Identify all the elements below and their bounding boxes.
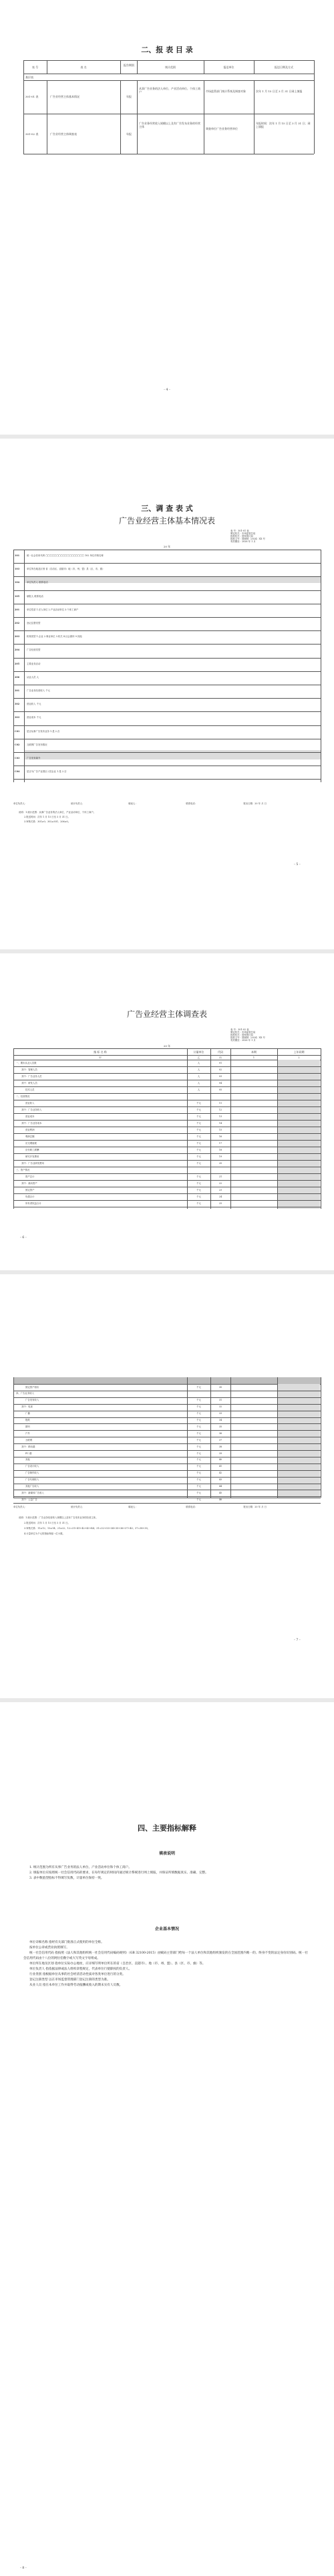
row-code: 101: [15, 554, 20, 557]
col-letter: 2: [298, 1056, 300, 1059]
signature-item: 统计负责人：: [71, 1506, 85, 1508]
row-unit: 人: [197, 1088, 200, 1091]
row-unit: 千元: [196, 1161, 201, 1165]
row-code: 44: [218, 1485, 222, 1488]
row-name: 研究开发费用: [25, 1155, 39, 1158]
row-unit: 千元: [196, 1181, 201, 1185]
page2-info-table: [13, 550, 321, 784]
row-unit: 千元: [196, 1425, 201, 1428]
meta-line: 批准文号：国统制〔2024〕XX 号: [230, 538, 265, 540]
row-code: 36: [218, 1431, 222, 1435]
row-unit: 千元: [196, 1405, 201, 1409]
row-code: 103: [15, 568, 20, 571]
meta-line: 有效期至：2026 年 1 月: [230, 1039, 256, 1042]
header-name: 表 名: [80, 66, 87, 69]
row-code: 41: [218, 1465, 222, 1468]
table-row-line: [13, 1503, 321, 1504]
definition-paragraph: 单位负责人 指依据法律或法人组织章程规定，代表单位行使职权的负责人。: [29, 1968, 132, 1971]
row-unit: 千元: [196, 1465, 201, 1468]
header-code: 表 号: [31, 66, 39, 69]
page5-heading: 四、主要指标解释: [138, 1824, 196, 1833]
col-letter: 乙: [197, 1056, 200, 1059]
row-unit: 千元: [196, 1128, 201, 1131]
row-text: 单位负责人 联系电话: [27, 581, 48, 584]
page5-sub1: 填表说明: [158, 1851, 175, 1856]
row-unit: 人: [197, 1081, 200, 1084]
row-code: 01: [218, 1061, 222, 1064]
row-unit: 千元: [196, 1472, 201, 1475]
row-code: C02: [15, 743, 20, 746]
row-name: 四、广告业务收入: [16, 1392, 35, 1395]
table-row-line: [13, 1173, 321, 1174]
page1-heading: 二、报 表 目 录: [141, 45, 193, 54]
page5-instructions: [23, 1865, 311, 1881]
row-unit: 千元: [196, 1108, 201, 1111]
note-line: 3.审核关系：11≥12；13≥14；21≥22；12=31+41+42+43+44；31=32+33+34+35+36+37+40；37=38+39。: [24, 1527, 150, 1530]
row-code: 38: [218, 1445, 222, 1448]
row-code: 25: [218, 1201, 222, 1205]
instruction-paragraph: 3. 表中数值型指标不得填写负数，计量单位保持一致。: [29, 1877, 104, 1880]
row-text: 统一社会信用代码 □□□□□□□□□□□□□□□□□□ 102 单位详细名称: [27, 554, 104, 557]
row-text: 登记注册类型: [27, 622, 41, 624]
table-row-line: [13, 1397, 321, 1398]
header-scope: 统计范围: [165, 66, 176, 69]
table-row-line: [13, 1463, 321, 1464]
page5-definitions: [23, 1940, 311, 1988]
row-name: 其中：广告业研发费用: [21, 1161, 44, 1165]
row-code: 04: [218, 1081, 222, 1084]
row-name: 其中：广告业务人员: [21, 1074, 42, 1078]
definition-paragraph: 行业类别 指根据单位从事的社会经济活动性质对各类单位进行的分类。: [29, 1973, 126, 1976]
row-code: C03: [15, 757, 20, 759]
row-unit: 千元: [196, 1478, 201, 1482]
row-unit: 千元: [196, 1445, 201, 1448]
meta-line: 有效期至：2026 年 1 月: [230, 540, 256, 543]
page5-number: - 8 -: [20, 2566, 27, 2570]
row-unit: 千元: [196, 1201, 201, 1205]
col-header-code: 代码: [218, 1050, 223, 1054]
table-row-line: [13, 711, 321, 712]
page4-number: - 7 -: [294, 1638, 301, 1642]
row-code: 22: [218, 1181, 222, 1185]
row-code: 31: [218, 1399, 222, 1402]
row-text: 广告经营类型: [27, 649, 41, 652]
row-name: 其中：广告业务收入: [21, 1108, 42, 1111]
page3-number: - 6 -: [20, 1236, 27, 1240]
table-row-line: [13, 1113, 321, 1114]
row1-unit: 市场监管部门统计系统及调查对象: [206, 90, 246, 93]
table-row-line: [13, 1423, 321, 1424]
row1-scope: 从事广告业务的法人单位、产业活动单位、个体工商户: [139, 87, 200, 94]
row-code: 05: [218, 1088, 222, 1091]
row-code: 204: [15, 649, 20, 652]
table-row-line: [13, 630, 321, 631]
row-name: 资产总计: [25, 1175, 35, 1178]
note-line: 说明：1.统计范围：从事广告业务的法人单位、产业活动单位、个体工商户。: [19, 811, 96, 814]
page-separator: [0, 1270, 334, 1274]
col-letter: 甲: [99, 1056, 102, 1059]
row-name: 其中：公益广告: [21, 1498, 37, 1501]
row-unit: 千元: [196, 1175, 201, 1178]
row-code: 15: [218, 1128, 222, 1131]
row-code: 33: [218, 1412, 222, 1415]
table-row-line: [13, 1140, 321, 1141]
row1-code: 301-01 表: [25, 95, 39, 98]
row-name: PC 端: [25, 1451, 32, 1455]
row-name: 其中：管理人员: [21, 1068, 37, 1071]
col-header-name: 指 标 名 称: [94, 1050, 107, 1054]
row-name: 应付职工薪酬: [25, 1148, 39, 1151]
row-name: 其中：新媒体广告收入: [21, 1491, 44, 1494]
note-line: 2.报送时间：次年 1 月 15 日至 3 月 31 日。: [24, 1522, 70, 1524]
row-name: 所有者权益合计: [25, 1201, 41, 1205]
meta-line: 表 号：301-01 表: [230, 530, 249, 532]
row-code: 21: [218, 1175, 222, 1178]
row-code: 201: [15, 608, 20, 611]
table-row-line: [13, 1450, 321, 1451]
row-unit: 人: [197, 1061, 200, 1064]
definition-paragraph: 单位所在地及区划 指单位实际办公地址，应详细写明单位所在的省（自治区、直辖市）、地（市、州、盟）、县（区、市、旗）等。: [29, 1962, 206, 1966]
row-code: 303: [15, 716, 20, 719]
table-row-line: [13, 779, 321, 780]
row-code: 16: [218, 1135, 222, 1138]
row-name: 互联网: [25, 1438, 33, 1441]
header-date: 报送日期及方式: [275, 66, 293, 69]
note-line: 说明：1.统计范围：广告业务经营收入规模以上及有广告发布业务的经营主体。: [19, 1516, 98, 1519]
row-name: 广播: [25, 1412, 30, 1415]
row1-name: 广告业经营主体基本情况: [50, 95, 79, 98]
row-unit: 千元: [196, 1438, 201, 1441]
table-row-line: [13, 698, 321, 699]
row-code: 02: [218, 1068, 222, 1071]
table-row-line: [13, 1443, 321, 1444]
definition-paragraph: 登记注册类型 以在市场监督管理部门登记注册的类型为准。: [29, 1978, 110, 1982]
row-code: 19: [218, 1155, 222, 1158]
page2-meta: [230, 530, 311, 543]
row-unit: 千元: [196, 1115, 201, 1118]
row-code: 30: [218, 1385, 222, 1389]
row-code: 42: [218, 1472, 222, 1475]
row1-date: 次年 1 月 15 日至 3 月 31 日网上填报: [256, 90, 303, 93]
row-code: 34: [218, 1419, 222, 1421]
row-text: 主要业务活动: [27, 662, 41, 665]
signature-item: 联系电话：: [186, 1506, 198, 1508]
row-unit: 千元: [196, 1148, 201, 1151]
row-code: 12: [218, 1108, 222, 1111]
row-text: 是否为广告产业园区入驻企业 1.是 2.否: [27, 770, 67, 774]
table-row-line: [13, 1073, 321, 1074]
row-text: 从业人员 人: [27, 675, 39, 679]
row-code: C04: [15, 770, 20, 774]
header-unit: 报送单位: [223, 66, 234, 69]
row-unit: 千元: [196, 1121, 201, 1125]
table-row-line: [13, 671, 321, 672]
row-unit: 千元: [196, 1412, 201, 1415]
table-row-line: [13, 1193, 321, 1194]
page-separator: [0, 949, 334, 953]
signature-item: 统计负责人：: [71, 802, 85, 805]
page2-subheading: 广告业经营主体基本情况表: [118, 516, 215, 525]
row-unit: 人: [197, 1068, 200, 1071]
row2-date: 年报时间：次年 1 月 15 日至 3 月 31 日；网上填报: [256, 122, 311, 128]
page-separator: [0, 435, 334, 439]
row-code: 24: [218, 1195, 222, 1198]
row2-scope: 广告业务经营收入规模以上及有广告发布业务的经营主体: [139, 122, 200, 128]
row-code: 301: [15, 689, 20, 692]
note-line: 3.审核关系：301≥0；302≥301；206≥0。: [24, 820, 71, 823]
row-name: 营业收入: [25, 1101, 35, 1104]
row-name: 技术人员: [25, 1088, 35, 1091]
table-row-line: [13, 590, 321, 591]
row2-unit: 调查单位广告业务经营单位: [206, 127, 238, 130]
row2-code: 301-02 表: [25, 132, 39, 136]
page2-number: - 5 -: [294, 862, 301, 866]
row-name: 一、期末从业人员数: [16, 1061, 37, 1064]
note-line: 4.计量单位为千元的指标保留一位小数。: [24, 1532, 65, 1535]
row-code: 03: [218, 1074, 222, 1078]
row-code: 20: [218, 1161, 222, 1165]
signature-item: 单位负责人：: [13, 802, 27, 805]
row-name: 广告代理收入: [25, 1478, 39, 1482]
row-code: 104: [15, 581, 20, 584]
row-name: 其中：电视: [21, 1405, 33, 1409]
row-name: 营业利润: [25, 1128, 35, 1131]
row-name: 期刊: [25, 1425, 30, 1428]
page4-signatures: [13, 1506, 321, 1508]
row-name: 报纸: [25, 1419, 30, 1421]
row-name: 负债合计: [25, 1195, 35, 1198]
table-row-line: [13, 752, 321, 753]
col-header-last-year: 上年同期: [293, 1050, 305, 1054]
row-unit: 千元: [196, 1141, 201, 1145]
row-text: 机构类型 1.企业 2.事业单位 3.机关 4.社会团体 9.其他: [27, 635, 82, 638]
table-row-line: [13, 1106, 321, 1107]
row-text: 单位所在地及区划 省（自治区、直辖市）地（市、州、盟）县（区、市、旗）: [27, 568, 105, 571]
page1-number: - 4 -: [164, 388, 170, 392]
page3-year: 20 年: [163, 1044, 171, 1048]
page3-subheading: 广告业经营主体调查表: [126, 1010, 207, 1019]
row-name: 固定资产原价: [25, 1385, 39, 1389]
instruction-paragraph: 2. 填报单位应按照统一社会信用代码的要求，在每年规定的时间内通过统计系统进行网上填报，并保证所填数据真实、准确、完整。: [29, 1871, 208, 1875]
signature-item: 单位负责人：: [13, 1506, 27, 1508]
row-name: 二、经营情况: [16, 1094, 30, 1098]
table-row-line: [13, 644, 321, 645]
table-row-line: [13, 1417, 321, 1418]
table-row-line: [13, 658, 321, 659]
row-text: 互联网广告发布情况: [27, 743, 47, 746]
page2-signatures: [13, 802, 321, 805]
row-code: 40: [218, 1458, 222, 1461]
table-row-line: [13, 1180, 321, 1181]
page2-year: 20 年: [163, 545, 171, 548]
row-unit: 千元: [196, 1458, 201, 1461]
row-name: 户外: [25, 1431, 30, 1435]
table-row-line: [13, 563, 321, 564]
row-name: 广告制作收入: [25, 1472, 39, 1475]
row-code: 35: [218, 1425, 222, 1428]
row-text: 是否从事广告发布业务 1.是 2.否: [27, 729, 60, 733]
header-period: 报告期别: [124, 64, 134, 67]
page2-heading: 三、调 查 表 式: [141, 504, 193, 513]
row-unit: 千元: [196, 1451, 201, 1455]
row-unit: 千元: [196, 1431, 201, 1435]
row-code: 23: [218, 1188, 222, 1191]
row-name: 其他广告收入: [25, 1485, 39, 1488]
table-row-line: [13, 1496, 321, 1497]
row-unit: 千元: [196, 1491, 201, 1494]
table-row-line: [13, 1470, 321, 1471]
meta-line: 制定机关：市场监管总局: [230, 1031, 256, 1034]
signature-item: 报出日期：20 年 月 日: [243, 1506, 267, 1508]
row-code: 32: [218, 1405, 222, 1409]
signature-item: 联系电话：: [186, 802, 198, 805]
meta-line: 批准文号：国统制〔2024〕XX 号: [230, 1036, 265, 1039]
row-code: 39: [218, 1451, 222, 1455]
row-code: 18: [218, 1148, 222, 1151]
row-code: 203: [15, 635, 20, 638]
row-text: 营业成本 千元: [27, 716, 41, 719]
row1-period: 年报: [126, 95, 132, 98]
col-header-unit: 计量单位: [193, 1050, 204, 1054]
row-code: 302: [15, 703, 20, 706]
row-unit: 千元: [196, 1485, 201, 1488]
row-code: 14: [218, 1121, 222, 1125]
meta-line: 批准机关：国家统计局: [230, 535, 253, 538]
row-text: 单位性质 1.法人单位 2.产业活动单位 3.个体工商户: [27, 608, 79, 611]
definition-paragraph: 统一社会信用代码 指按照《法人和其他组织统一社会信用代码编码规则》（GB 32100-2015）由赋码主管部门给每一个法人单位和其他组织颁发的在全国范围内唯一的、终身不变的法定身份识别码。统一社会信用代码由十八位的阿拉伯数字或大写英文字母组成。: [23, 1952, 308, 1960]
col-letter: 1: [253, 1056, 255, 1059]
row-name: 其中：研发人员: [21, 1081, 37, 1084]
row-text: 广告业务经营收入 千元: [27, 689, 50, 692]
page-separator: [0, 1698, 334, 1702]
table-row-line: [13, 1404, 321, 1405]
table-row-line: [13, 1160, 321, 1161]
row-code: 205: [15, 662, 20, 665]
row2-name: 广告业经营主体调查表: [50, 132, 77, 136]
table-row-line: [13, 725, 321, 726]
signature-item: 填表人：: [128, 1506, 138, 1508]
definition-paragraph: 按单位公章或营业执照填写。: [29, 1946, 69, 1950]
table-row-line: [13, 1093, 321, 1094]
table-row-line: [13, 1477, 321, 1478]
page5-sub2: 企业基本情况: [154, 1927, 179, 1931]
row-unit: 千元: [196, 1385, 201, 1389]
row-text: 广告发布媒介: [27, 757, 41, 759]
note-line: 2.报送时间：次年 1 月 15 日至 3 月 31 日。: [24, 816, 70, 818]
row-unit: 千元: [196, 1155, 201, 1158]
row-name: 固定资产: [25, 1188, 35, 1191]
signature-item: 报出日期：20 年 月 日: [243, 802, 267, 805]
row-code: 43: [218, 1478, 222, 1482]
row-code: 202: [15, 622, 20, 624]
table-row-line: [13, 1086, 321, 1087]
row-code: 13: [218, 1115, 222, 1118]
row2-period: 年报: [126, 132, 132, 136]
row-name: 三、资产情况: [16, 1168, 30, 1171]
row-unit: 千元: [196, 1419, 201, 1421]
page3-meta: [230, 1028, 311, 1042]
page2-notes: [19, 810, 313, 824]
col-letter: 丙: [219, 1056, 222, 1059]
definition-paragraph: 从业人员 指在本单位工作并取得劳动报酬或收入的期末实有人员数。: [29, 1984, 123, 1987]
row-unit: 千元: [196, 1135, 201, 1138]
row-name: 利润总额: [25, 1135, 35, 1138]
row-unit: 千元: [196, 1498, 201, 1501]
row-code: 11: [218, 1101, 222, 1104]
table-row-line: [13, 1153, 321, 1154]
row-name: 其中：广告业务成本: [21, 1121, 42, 1125]
row-name: 广告设计收入: [25, 1465, 39, 1468]
row-code: 105: [15, 594, 20, 598]
col-header-current: 本期: [251, 1050, 257, 1054]
meta-line: 表 号：301-02 表: [230, 1028, 249, 1031]
page1-catalog-table: [23, 60, 314, 155]
table-row-line: [13, 1066, 321, 1067]
row-unit: 千元: [196, 1101, 201, 1104]
definition-paragraph: 单位详细名称 指经有关部门批准正式使用的单位全称。: [29, 1941, 104, 1944]
table-row-line: [13, 1200, 321, 1201]
table-row-line: [13, 1430, 321, 1431]
row-name: 广告发布收入: [25, 1399, 39, 1402]
row-code: 206: [15, 675, 20, 679]
table-row-line: [13, 1120, 321, 1121]
signature-item: 填表人：: [128, 802, 138, 805]
row-name: 营业成本: [25, 1115, 35, 1118]
row-unit: 千元: [196, 1399, 201, 1402]
row-unit: 人: [197, 1074, 200, 1078]
row-code: 46: [218, 1498, 222, 1501]
page4-notes: [19, 1515, 313, 1536]
meta-line: 批准机关：国家统计局: [230, 1034, 253, 1036]
row-code: 37: [218, 1438, 222, 1441]
instruction-paragraph: 1. 统计范围为所有从事广告业务的法人单位、产业活动单位和个体工商户。: [29, 1866, 132, 1869]
table-row-line: [13, 617, 321, 618]
row-text: 营业收入 千元: [27, 703, 41, 706]
row-code: 17: [218, 1141, 222, 1145]
row-unit: 千元: [196, 1188, 201, 1191]
row-code: C01: [15, 729, 20, 733]
row-unit: 千元: [196, 1195, 201, 1198]
row-name: 应交增值税: [25, 1141, 37, 1145]
row-name: 其中：流动资产: [21, 1181, 37, 1185]
table-row-line: [13, 1133, 321, 1134]
meta-line: 制定机关：市场监管总局: [230, 532, 256, 535]
table-row-line: [13, 576, 321, 577]
row-name: 其他: [25, 1458, 30, 1461]
row-text: 填报人 联系电话: [27, 594, 43, 598]
row-code: 45: [218, 1491, 222, 1494]
group-label: 基层表: [25, 76, 33, 79]
row-name: 其中：移动端: [21, 1445, 35, 1448]
